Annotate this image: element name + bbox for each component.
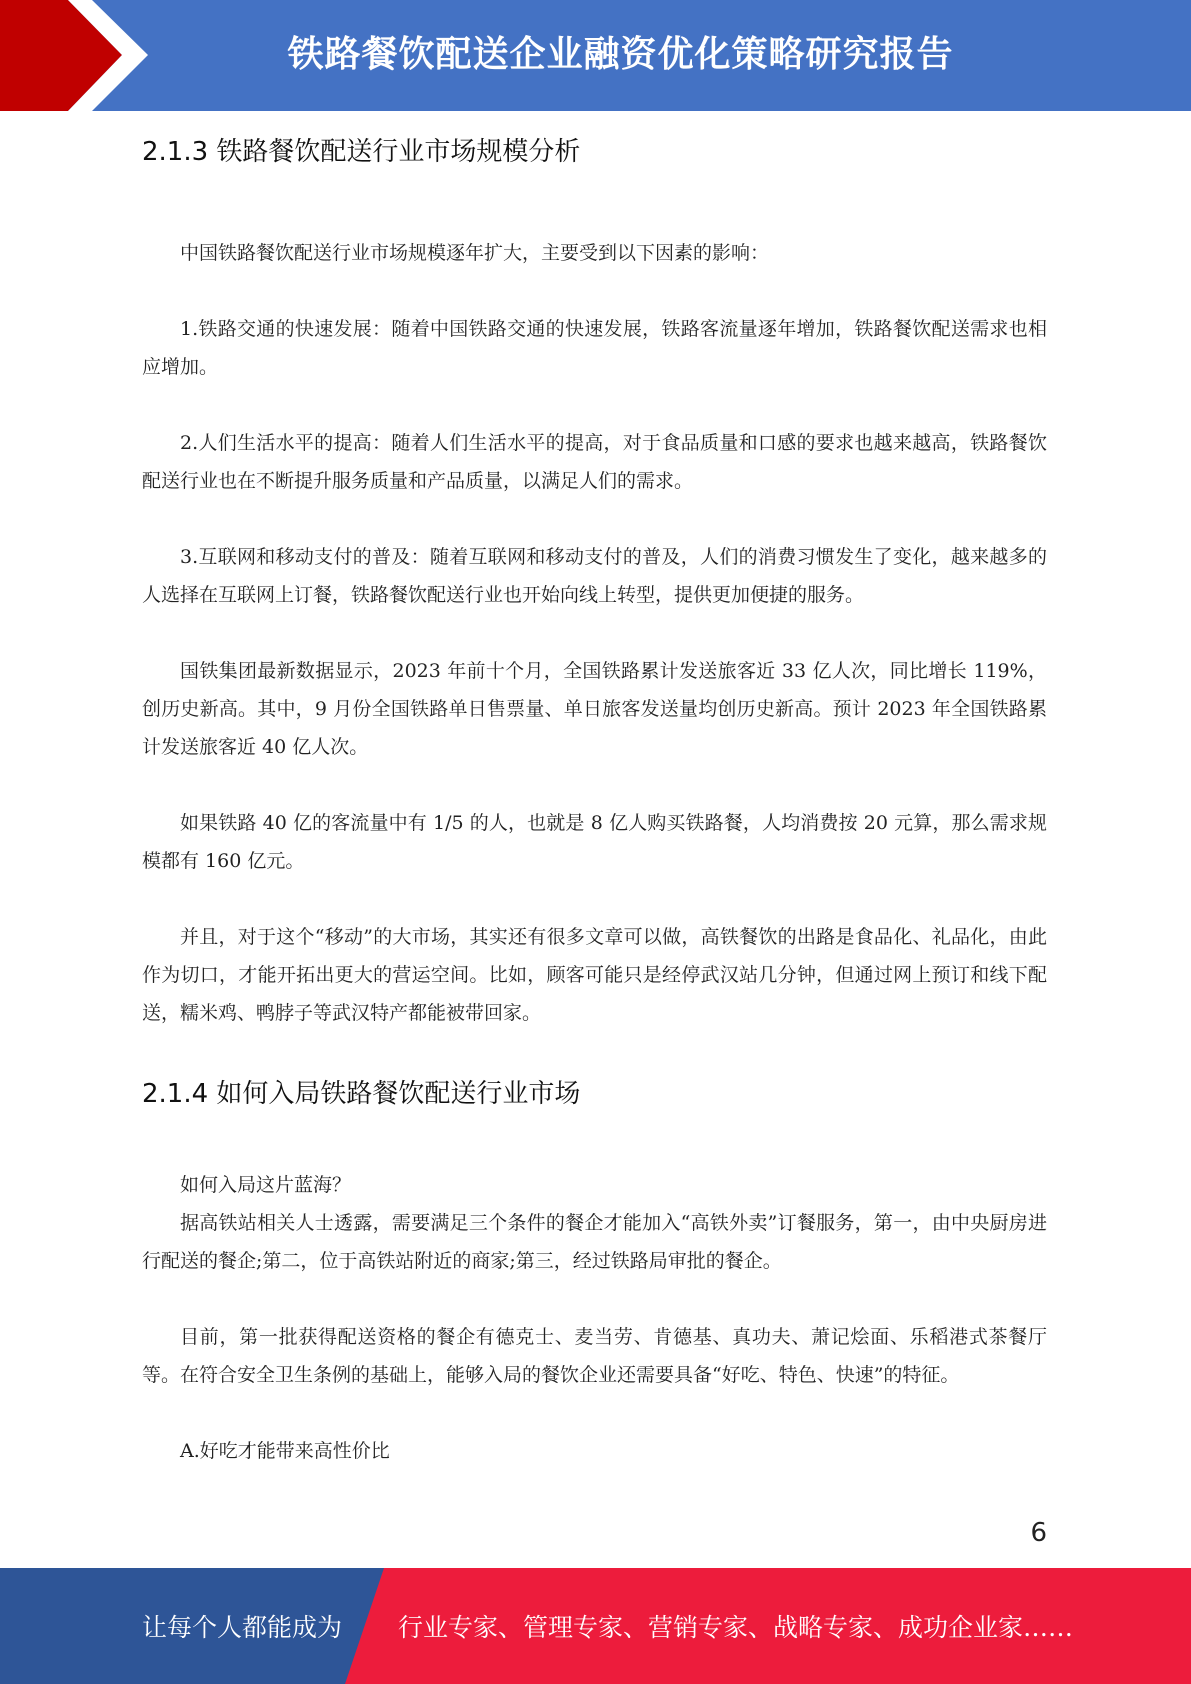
section-heading-2-1-3: 2.1.3 铁路餐饮配送行业市场规模分析 [142, 137, 581, 167]
footer-band [0, 1568, 1191, 1684]
footer-slogan-right: 行业专家、管理专家、营销专家、战略专家、成功企业家…… [398, 1613, 1074, 1642]
footer-slogan-left: 让每个人都能成为 [142, 1613, 343, 1642]
paragraph: 并且，对于这个“移动”的大市场，其实还有很多文章可以做，高铁餐饮的出路是食品化、礼品化，由此作为切口，才能开拓出更大的营运空间。比如，顾客可能只是经停武汉站几分钟，但通过网上预订和线下配送，糯米鸡、鸭脖子等武汉特产都能被带回家。 [142, 926, 1047, 1024]
paragraph: 如果铁路 40 亿的客流量中有 1/5 的人，也就是 8 亿人购买铁路餐，人均消费按 20 元算，那么需求规模都有 160 亿元。 [142, 812, 1047, 872]
report-title: 铁路餐饮配送企业融资优化策略研究报告 [287, 34, 954, 75]
section-heading-2-1-4: 2.1.4 如何入局铁路餐饮配送行业市场 [142, 1079, 581, 1109]
paragraph: 2.人们生活水平的提高：随着人们生活水平的提高，对于食品质量和口感的要求也越来越高，铁路餐饮配送行业也在不断提升服务质量和产品质量，以满足人们的需求。 [142, 432, 1047, 492]
paragraph: A.好吃才能带来高性价比 [180, 1440, 390, 1462]
paragraph: 目前，第一批获得配送资格的餐企有德克士、麦当劳、肯德基、真功夫、萧记烩面、乐稻港式茶餐厅等。在符合安全卫生条例的基础上，能够入局的餐饮企业还需要具备“好吃、特色、快速”的特征。 [142, 1326, 1047, 1386]
page-content [142, 128, 1047, 1470]
paragraph: 中国铁路餐饮配送行业市场规模逐年扩大，主要受到以下因素的影响： [180, 242, 770, 264]
paragraph: 据高铁站相关人士透露，需要满足三个条件的餐企才能加入“高铁外卖”订餐服务，第一，由中央厨房进行配送的餐企;第二，位于高铁站附近的商家;第三，经过铁路局审批的餐企。 [142, 1212, 1047, 1272]
paragraph: 1.铁路交通的快速发展：随着中国铁路交通的快速发展，铁路客流量逐年增加，铁路餐饮配送需求也相应增加。 [142, 318, 1047, 378]
paragraph: 国铁集团最新数据显示，2023 年前十个月，全国铁路累计发送旅客近 33 亿人次，同比增长 119%，创历史新高。其中，9 月份全国铁路单日售票量、单日旅客发送量均创历史新高。预计 2023 年全国铁路累计发送旅客近 40 亿人次。 [142, 660, 1047, 758]
paragraph: 如何入局这片蓝海？ [180, 1174, 352, 1196]
page-number: 6 [1030, 1518, 1047, 1548]
header-band [0, 0, 1191, 111]
paragraph: 3.互联网和移动支付的普及：随着互联网和移动支付的普及，人们的消费习惯发生了变化，越来越多的人选择在互联网上订餐，铁路餐饮配送行业也开始向线上转型，提供更加便捷的服务。 [142, 546, 1047, 606]
